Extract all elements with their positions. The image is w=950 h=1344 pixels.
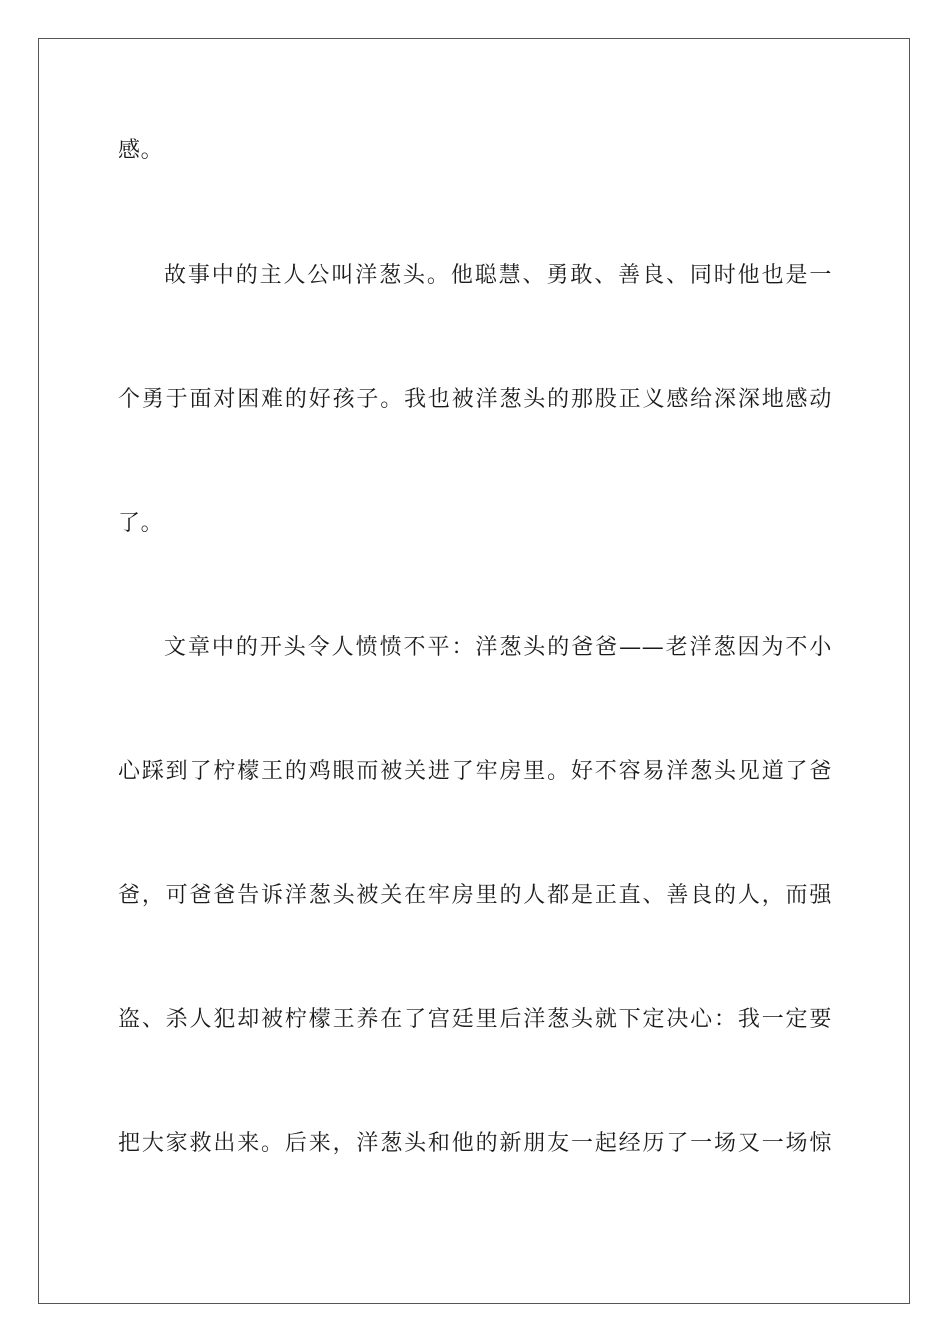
text-line-3: 个勇于面对困难的好孩子。我也被洋葱头的那股正义感给深深地感动 [118, 387, 832, 412]
text-line-6: 心踩到了柠檬王的鸡眼而被关进了牢房里。好不容易洋葱头见道了爸 [118, 759, 832, 784]
text-line-8: 盗、杀人犯却被柠檬王养在了宫廷里后洋葱头就下定决心：我一定要 [118, 1007, 832, 1032]
text-line-1: 感。 [118, 138, 164, 163]
text-line-5: 文章中的开头令人愤愤不平：洋葱头的爸爸——老洋葱因为不小 [164, 635, 832, 660]
text-line-4: 了。 [118, 511, 164, 536]
page-border [38, 38, 910, 1304]
text-line-7: 爸，可爸爸告诉洋葱头被关在牢房里的人都是正直、善良的人，而强 [118, 883, 832, 908]
text-line-9: 把大家救出来。后来，洋葱头和他的新朋友一起经历了一场又一场惊 [118, 1131, 832, 1156]
text-line-2: 故事中的主人公叫洋葱头。他聪慧、勇敢、善良、同时他也是一 [164, 263, 832, 288]
